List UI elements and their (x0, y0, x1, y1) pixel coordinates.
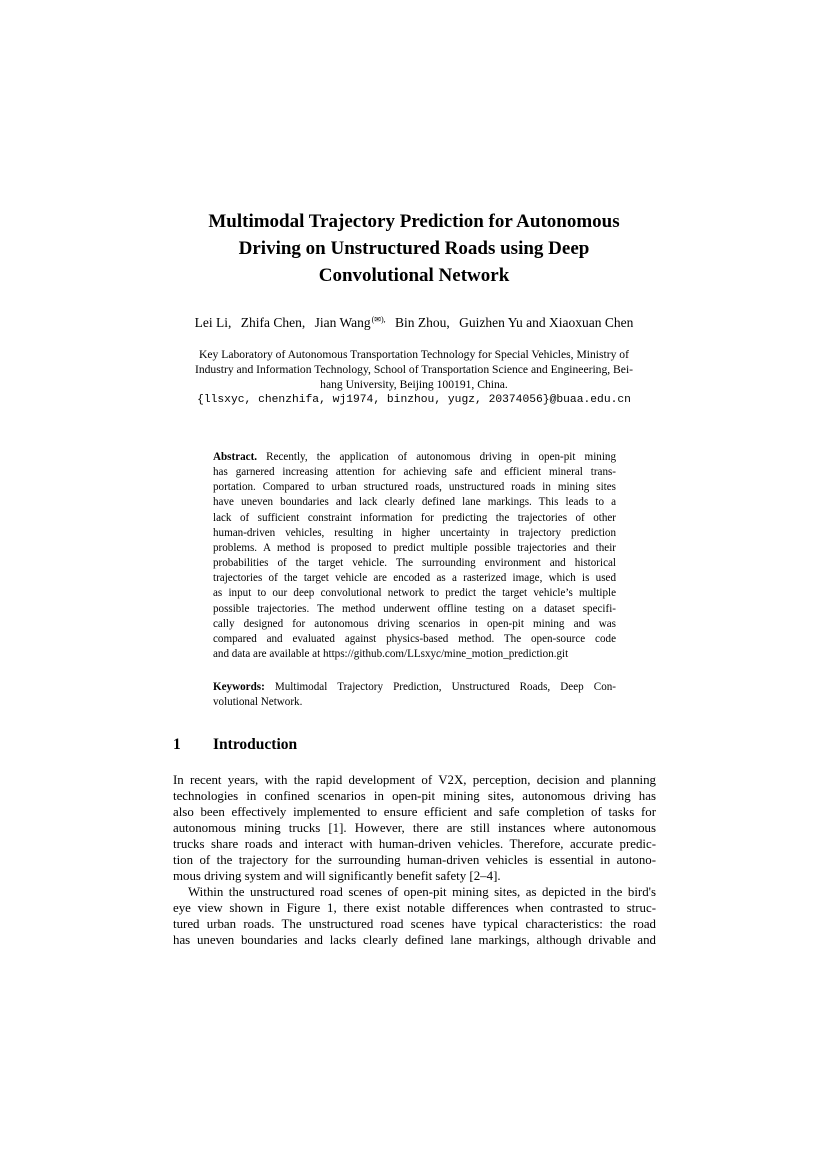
abstract-line: have uneven boundaries and lack clearly defined lane markings. This leads to a (213, 496, 616, 509)
body-line: trucks share roads and interact with human-driven vehicles. Therefore, accurate predic- (173, 837, 656, 852)
body-line: also been effectively implemented to ensure efficient and safe completion of tasks for (173, 805, 656, 820)
author-name: Jian Wang (314, 315, 371, 330)
body-line: tured urban roads. The unstructured road scenes have typical characteristics: the road (173, 917, 656, 932)
author-list (0, 315, 828, 331)
title-line: Convolutional Network (318, 265, 510, 286)
title-line: Driving on Unstructured Roads using Deep (238, 238, 590, 259)
body-line: In recent years, with the rapid development of V2X, perception, decision and planning (173, 773, 656, 787)
abstract-line (213, 450, 616, 465)
abstract-line: human-driven vehicles, resulting in higher uncertainty in trajectory prediction (213, 526, 616, 539)
author: Guizhen Yu and Xiaoxuan Chen (459, 315, 634, 330)
abstract-line: trajectories of the target vehicle are encoded as a rasterized image, which is used (213, 572, 616, 585)
title-line: Multimodal Trajectory Prediction for Autonomous (208, 211, 620, 232)
body-line: technologies in confined scenarios in open-pit mining sites, autonomous driving has (173, 789, 656, 804)
abstract-text: Recently, the application of autonomous driving in open-pit mining (257, 451, 616, 463)
section-title: Introduction (213, 736, 298, 753)
keywords-line: volutional Network. (213, 696, 303, 709)
abstract-line: has garnered increasing attention for achieving safe and efficient mineral trans- (213, 466, 616, 479)
affiliation-line: Industry and Information Technology, School of Transportation Science and Engineering, Bei- (194, 363, 634, 377)
abstract-line: possible trajectories. The method underwent offline testing on a dataset specifi- (213, 602, 616, 615)
abstract-line: problems. A method is proposed to predict multiple possible trajectories and their (213, 541, 616, 554)
abstract-line: probabilities of the target vehicle. The surrounding environment and historical (213, 557, 616, 570)
body-line: Within the unstructured road scenes of open-pit mining sites, as depicted in the bird's (188, 885, 656, 900)
abstract-line: compared and evaluated against physics-based method. The open-source code (213, 632, 616, 645)
author-corresponding (315, 315, 386, 330)
keywords (213, 680, 616, 710)
affiliation-line: hang University, Beijing 100191, China. (320, 378, 508, 392)
body-line: autonomous mining trucks [1]. However, there are still instances where autonomous (173, 821, 656, 836)
author-emails: {llsxyc, chenzhifa, wj1974, binzhou, yugz, 20374056}@buaa.edu.cn (197, 394, 631, 406)
author: Zhifa Chen, (240, 315, 306, 330)
body-text (173, 772, 656, 949)
abstract-line: lack of sufficient constraint information for predicting the trajectories of other (213, 511, 616, 524)
keywords-label: Keywords: (213, 681, 265, 693)
section-heading (173, 736, 297, 754)
abstract-line: cally designed for autonomous driving scenarios in open-pit mining and was (213, 617, 616, 630)
abstract-label: Abstract. (213, 451, 258, 463)
section-number: 1 (173, 736, 181, 753)
abstract (213, 450, 616, 662)
envelope-icon: (✉), (371, 314, 386, 324)
abstract-line: portation. Compared to urban structured roads, unstructured roads in mining sites (213, 481, 616, 494)
abstract-line: and data are available at https://github.com/LLsxyc/mine_motion_prediction.git (213, 648, 569, 661)
body-line: mous driving system and will significantly benefit safety [2–4]. (173, 869, 501, 884)
body-line: has uneven boundaries and lacks clearly defined lane markings, although drivable and (173, 933, 656, 948)
keywords-line (213, 680, 616, 695)
abstract-line: as input to our deep convolutional network to predict the target vehicle’s multiple (213, 587, 616, 600)
paper-title (0, 208, 828, 289)
affiliation-line: Key Laboratory of Autonomous Transportation Technology for Special Vehicles, Ministry of (199, 348, 629, 361)
body-line: tion of the trajectory for the surrounding human-driven vehicles is essential in autono- (173, 853, 656, 868)
author: Lei Li, (194, 315, 232, 330)
affiliation (170, 347, 658, 393)
keywords-text: Multimodal Trajectory Prediction, Unstructured Roads, Deep Con- (264, 681, 616, 693)
body-line: eye view shown in Figure 1, there exist notable differences when contrasted to struc- (173, 901, 656, 916)
author: Bin Zhou, (395, 315, 450, 330)
